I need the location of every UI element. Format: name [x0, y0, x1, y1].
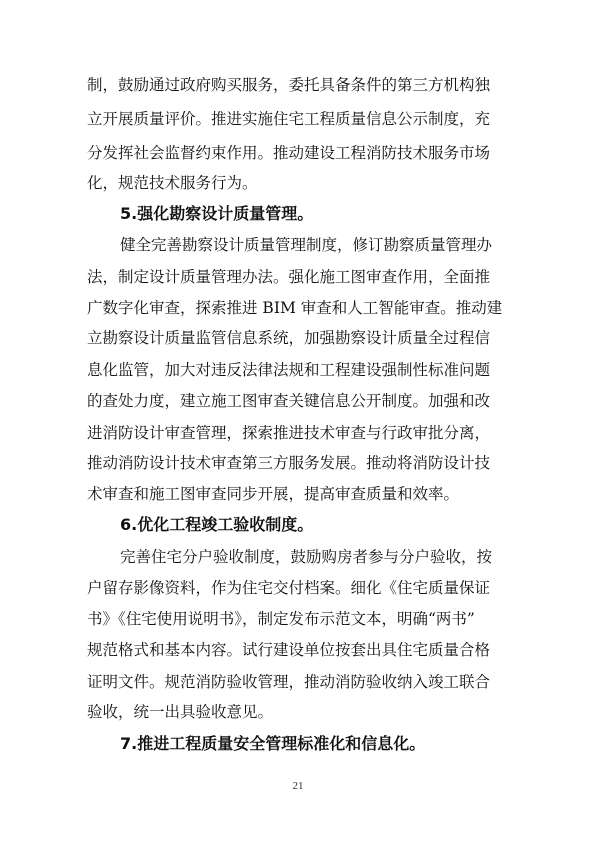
text-run: 化，规范技术服务行为。: [87, 174, 258, 192]
text-run: 户留存影像资料，作为住宅交付档案。细化《住宅质量保证: [87, 579, 491, 597]
text-run: 证明文件。规范消防验收管理，推动消防验收纳入竣工联合: [87, 673, 491, 691]
text-run: 法，制定设计质量管理办法。强化施工图审查作用，全面推: [87, 268, 491, 286]
text-run: 制，鼓励通过政府购买服务，委托具备条件的第三方机构独: [87, 76, 491, 94]
body-text-line: [0, 141, 596, 165]
text-run: 息化监管，加大对违反法律法规和工程建设强制性标准问题: [87, 361, 491, 379]
page-number: 21: [292, 780, 304, 792]
heading-text: 6.优化工程竣工验收制度。: [120, 515, 314, 534]
body-text-line: [0, 421, 596, 445]
text-run: 健全完善勘察设计质量管理制度，修订勘察质量管理办: [120, 236, 493, 254]
body-text-line: [0, 296, 596, 320]
text-run: 完善住宅分户验收制度，鼓励购房者参与分户验收，按: [120, 548, 493, 566]
text-run: 广数字化审查，探索推进 BIM 审查和人工智能审查。推动建: [87, 299, 503, 317]
heading-text: 7.推进工程质量安全管理标准化和信息化。: [120, 734, 426, 753]
heading-text: 5.强化勘察设计质量管理。: [120, 204, 314, 223]
section-heading: [0, 202, 596, 226]
section-heading: [0, 513, 596, 537]
body-text-line: [0, 576, 596, 600]
body-text-line: [0, 233, 596, 257]
body-text-line: [0, 358, 596, 382]
text-run: 立勘察设计质量监管信息系统，加强勘察设计质量全过程信: [87, 329, 491, 347]
body-text-line: [0, 107, 596, 131]
text-run: 立开展质量评价。推进实施住宅工程质量信息公示制度，充: [87, 110, 491, 128]
body-text-line: [0, 607, 596, 631]
body-text-line: [0, 482, 596, 506]
text-run: 的查处力度，建立施工图审查关键信息公开制度。加强和改: [87, 392, 491, 410]
body-text-line: [0, 171, 596, 195]
body-text-line: [0, 451, 596, 475]
text-run: 推动消防设计技术审查第三方服务发展。推动将消防设计技: [87, 454, 491, 472]
body-text-line: [0, 638, 596, 662]
section-heading: [0, 732, 596, 756]
text-run: 术审查和施工图审查同步开展，提高审查质量和效率。: [87, 485, 460, 503]
body-text-line: [0, 73, 596, 97]
text-run: 验收，统一出具验收意见。: [87, 703, 274, 721]
text-run: 规范格式和基本内容。试行建设单位按套出具住宅质量合格: [87, 641, 491, 659]
body-text-line: [0, 700, 596, 724]
text-run: 书》《住宅使用说明书》，制定发布示范文本，明确“两书”: [87, 610, 475, 628]
body-text-line: [0, 545, 596, 569]
body-text-line: [0, 265, 596, 289]
body-text-line: [0, 670, 596, 694]
body-text-line: [0, 389, 596, 413]
body-text-line: [0, 326, 596, 350]
text-run: 进消防设计审查管理，探索推进技术审查与行政审批分离，: [87, 424, 491, 442]
text-run: 分发挥社会监督约束作用。推动建设工程消防技术服务市场: [87, 144, 491, 162]
